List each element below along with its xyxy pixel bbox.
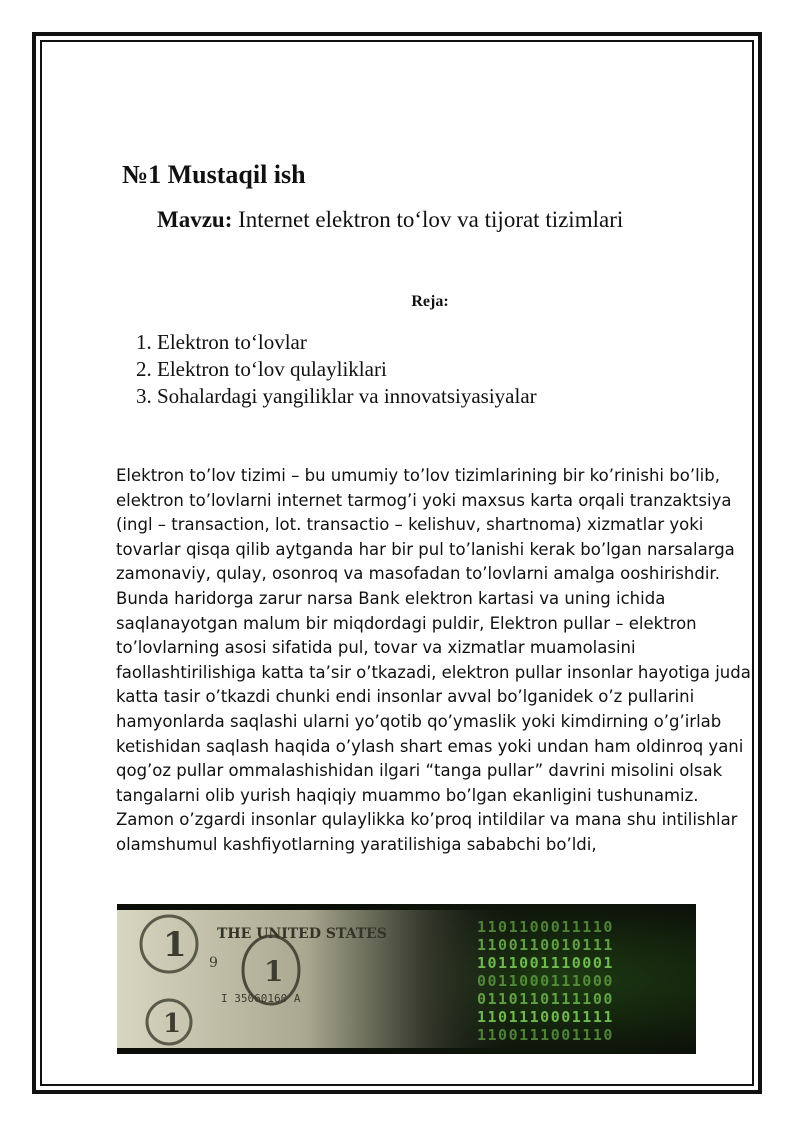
plate-number: 9: [209, 955, 218, 971]
topic-line: [157, 207, 623, 233]
topic-label: Mavzu:: [157, 207, 233, 232]
body-paragraph: Zamon o’zgardi insonlar qulaylikka ko’proq intildilar va mana shu intilishlar olamshumul kashfiyotlarning yaratilishiga sababchi bo’ldi,: [116, 810, 738, 854]
binary-row: 1101110001111: [477, 1008, 614, 1026]
topic-text: Internet elektron to‘lov va tijorat tizimlari: [232, 207, 624, 232]
binary-row: 1101100011110: [477, 918, 614, 936]
denomination-top: 1: [163, 925, 187, 965]
plan-heading: Reja:: [411, 293, 449, 310]
serial-number: I 35060160 A: [221, 992, 301, 1005]
binary-row: 0110110111100: [477, 990, 614, 1008]
binary-row: 1011001110001: [477, 954, 614, 972]
body-text: [116, 464, 756, 858]
plan-list: [136, 329, 537, 410]
body-paragraph: Elektron to’lov tizimi – bu umumiy to’lov tizimlarining bir ko’rinishi bo’lib, elektron to’lovlarni internet tarmog’i yoki maxsus karta orqali tranzaktsiya (ingl – transaction, lot. transactio – kelishuv, shartnoma) xizmatlar yoki tovarlar qisqa qilib aytganda har bir pul to’lanishi kerak bo’lgan narsalarga zamonaviy, qulay, osonroq va masofadan to’lovlarni amalga ooshirishdir. Bunda haridorga zarur narsa Bank elektron kartasi va uning ichida saqlanayotgan malum bir miqdordagi puldir, Elektron pullar – elektron to’lovlarning asosi sifatida pul, tovar va xizmatlar muamolasini faollashtirilishiga katta ta’sir o’tkazadi, elektron pullar insonlar hayotiga juda katta tasir o’tkazdi chunki endi insonlar avval bo’lganidek o’z pullarini hamyonlarda saqlashi ularni yo’qotib qo’ymaslik yoki kimdirning o’g’irlab ketishidan saqlash haqida o’ylash shart emas yoki undan ham oldinroq yani qog’oz pullar ommalashishidan ilgari “tanga pullar” davrini misolini olsak tangalarni olib yurish haqiqiy muammo bo’lgan ekanligini tushunamiz.: [116, 466, 751, 805]
document-title: №1 Mustaqil ish: [122, 160, 306, 189]
binary-row: 0011000111000: [477, 972, 614, 990]
money-binary-image: [117, 904, 696, 1054]
banknote-heading: THE UNITED STATES: [217, 926, 387, 942]
binary-row: 1100110010111: [477, 936, 614, 954]
plan-item: 3. Sohalardagi yangiliklar va innovatsiyasiyalar: [136, 384, 537, 408]
binary-code: [477, 918, 614, 1044]
money-binary-illustration: [117, 904, 696, 1054]
plan-item: 2. Elektron to‘lov qulayliklari: [136, 357, 387, 381]
plan-item: 1. Elektron to‘lovlar: [136, 330, 307, 354]
binary-row: 1100111001110: [477, 1026, 614, 1044]
denomination-bottom: 1: [163, 1009, 182, 1039]
denomination-center: 1: [264, 955, 284, 988]
